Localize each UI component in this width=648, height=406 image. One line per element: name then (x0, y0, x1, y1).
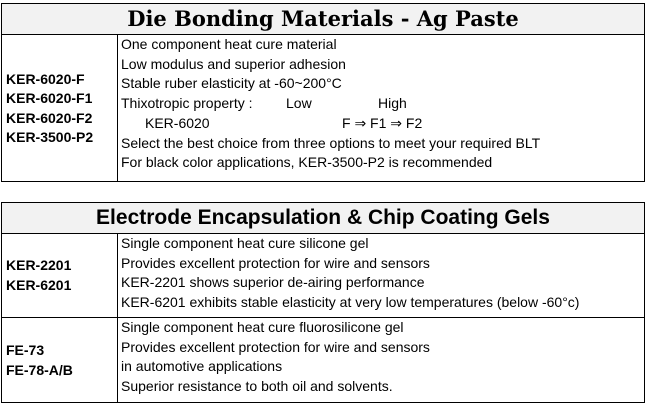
die-bonding-codes (2, 35, 118, 182)
silicone-gel-codes (2, 234, 118, 317)
description-line: Single component heat cure silicone gel (121, 235, 369, 251)
product-code: KER-2201 (6, 257, 72, 273)
grade-sequence-line (121, 114, 644, 134)
description-line: KER-2201 shows superior de-airing performance (121, 274, 425, 291)
die-bonding-table (1, 3, 645, 182)
thixotropic-property-line (121, 94, 644, 114)
fluorosilicone-gel-codes (2, 318, 118, 403)
die-bonding-row (2, 35, 644, 182)
description-line: KER-6201 exhibits stable elasticity at very low temperatures (below -60°c) (121, 294, 580, 311)
product-code: KER-6201 (6, 276, 72, 293)
product-code: FE-73 (6, 342, 45, 358)
die-bonding-description (118, 35, 644, 182)
product-code: KER-6020-F1 (6, 90, 93, 106)
description-line: One component heat cure material (121, 36, 337, 52)
encapsulation-title: Electrode Encapsulation & Chip Coating Gels (2, 203, 644, 234)
description-line: Provides excellent protection for wire and sensors (121, 338, 430, 355)
product-code: FE-78-A/B (6, 361, 73, 378)
property-high: High (378, 95, 407, 112)
property-label: Thixotropic property : (121, 95, 253, 112)
product-code: KER-6020-F2 (6, 109, 93, 126)
description-line: Single component heat cure fluorosilicone gel (121, 319, 404, 335)
silicone-gel-row (2, 234, 644, 318)
fluorosilicone-gel-row (2, 318, 644, 403)
fluorosilicone-gel-description (118, 318, 644, 403)
encapsulation-table (1, 202, 645, 403)
grade-sequence: F ⇒ F1 ⇒ F2 (342, 114, 423, 131)
property-low: Low (286, 95, 312, 112)
grade-name: KER-6020 (145, 114, 210, 131)
description-line: For black color applications, KER-3500-P2 is recommended (121, 154, 493, 171)
description-line: Provides excellent protection for wire and sensors (121, 254, 430, 271)
description-line: Superior resistance to both oil and solvents. (121, 378, 393, 395)
die-bonding-title: Die Bonding Materials - Ag Paste (2, 4, 644, 35)
description-line: in automotive applications (121, 358, 283, 375)
description-line: Low modulus and superior adhesion (121, 55, 346, 72)
description-line: Select the best choice from three options to meet your required BLT (121, 134, 541, 151)
product-code: KER-6020-F (6, 70, 85, 87)
product-code: KER-3500-P2 (6, 129, 94, 145)
silicone-gel-description (118, 234, 644, 317)
description-line: Stable ruber elasticity at -60~200°C (121, 75, 342, 92)
